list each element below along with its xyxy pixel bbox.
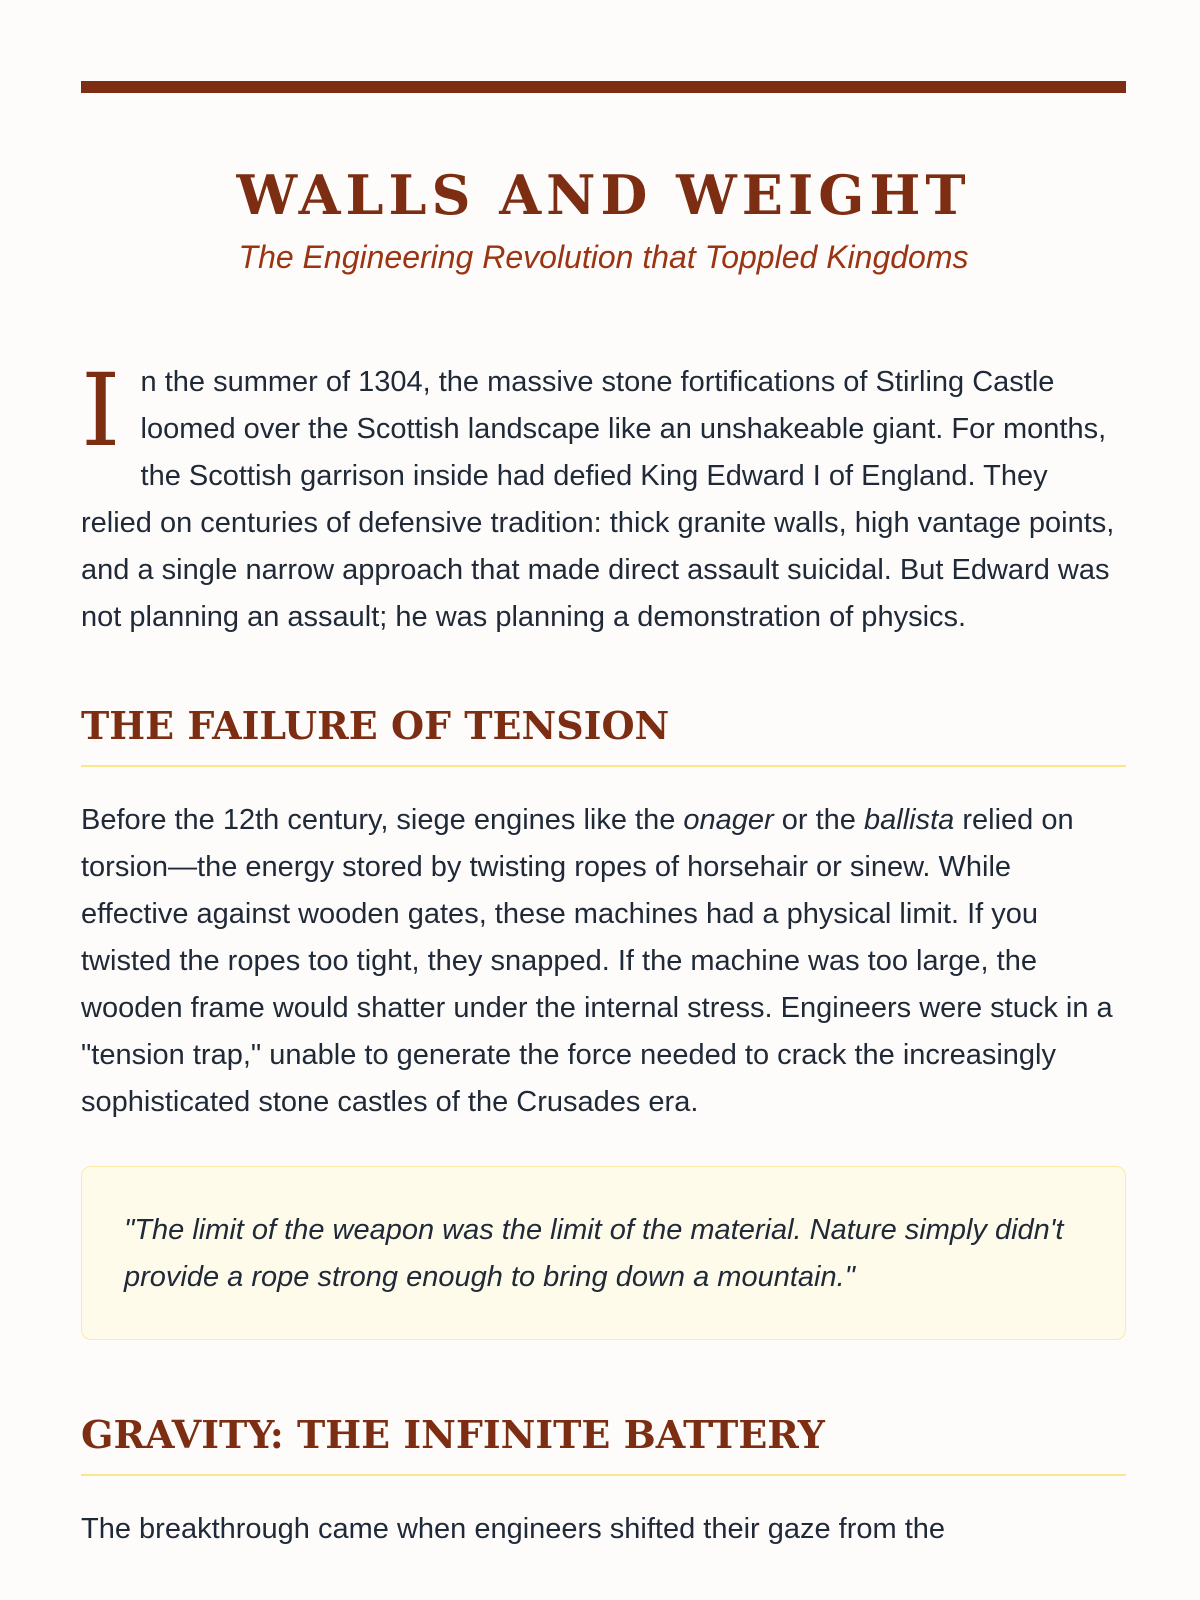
article-title: WALLS AND WEIGHT xyxy=(236,163,971,227)
pull-quote xyxy=(81,1166,1126,1340)
intro-paragraph: n the summer of 1304, the massive stone fortifications of Stirling Castle loomed over the Scottish landscape like an unshakeable giant. For months, the Scottish garrison inside had defied King Edward I of England. They relied on centuries of defensive tradition: thick granite walls, high vantage points, and a single narrow approach that made direct assault suicidal. But Edward was not planning an assault; he was planning a demonstration of physics. xyxy=(81,366,1115,633)
top-rule xyxy=(81,81,1126,93)
intro-paragraph-block xyxy=(81,352,1126,641)
section-divider xyxy=(81,1474,1126,1476)
paragraph-text: relied on torsion—the energy stored by twisting ropes of horsehair or sinew. While effective against wooden gates, these machines had a physical limit. If you twisted the ropes too tight, they snapped. If the machine was too large, the wooden frame would shatter under the internal stress. Engineers were stuck in a "tension trap," unable to generate the force needed to crack the increasingly sophisticated stone castles of the Crusades era. xyxy=(81,804,1113,1118)
section-paragraph xyxy=(81,797,1126,1126)
pull-quote-text: "The limit of the weapon was the limit of the material. Nature simply didn't provide a rope strong enough to bring down a mountain." xyxy=(124,1214,1064,1293)
emphasis-onager: onager xyxy=(683,804,774,836)
drop-cap: I xyxy=(81,352,121,469)
article xyxy=(81,81,1126,1553)
section-heading: GRAVITY: THE INFINITE BATTERY xyxy=(81,1412,825,1457)
section-failure-of-tension xyxy=(81,701,1126,1340)
paragraph-text: or the xyxy=(773,804,864,836)
emphasis-ballista: ballista xyxy=(864,804,955,836)
section-paragraph: The breakthrough came when engineers shifted their gaze from the xyxy=(81,1513,946,1545)
paragraph-text: Before the 12th century, siege engines like the xyxy=(81,804,684,836)
section-heading: THE FAILURE OF TENSION xyxy=(81,703,670,748)
masthead xyxy=(81,159,1126,279)
article-subtitle: The Engineering Revolution that Toppled Kingdoms xyxy=(238,239,969,275)
section-divider xyxy=(81,765,1126,767)
section-gravity xyxy=(81,1410,1126,1553)
